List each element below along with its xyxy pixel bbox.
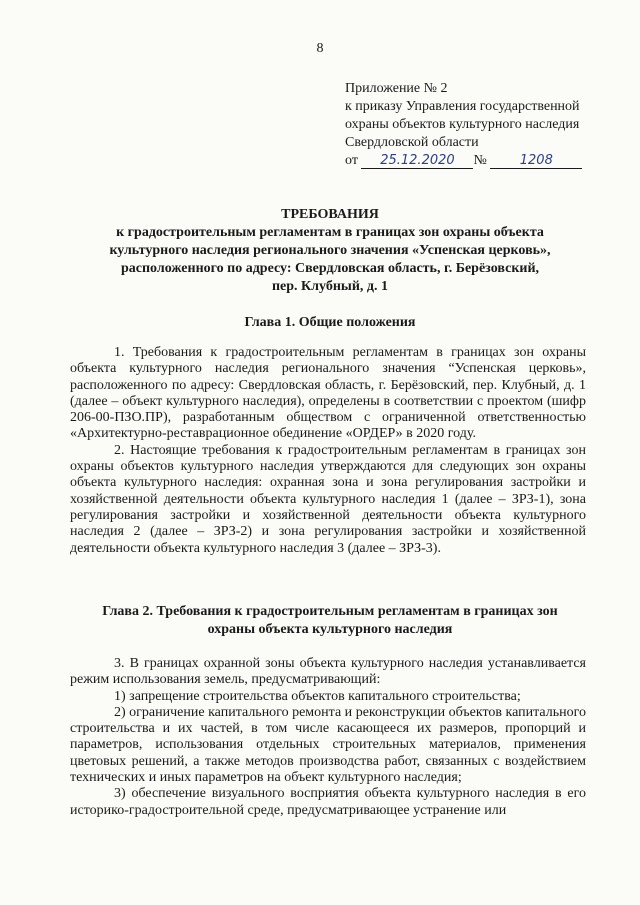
paragraph: 3. В границах охранной зоны объекта культурного наследия устанавливается режим использования земель, предусматривающий: xyxy=(70,656,586,688)
order-date-line xyxy=(345,152,625,170)
paragraph: 2. Настоящие требования к градостроительным регламентам в границах зон охраны объектов культурного наследия утверждаются для следующих зон охраны объекта культурного наследия: охранная зона и зона регулирования застройки и хозяйственной деятельности объекта культурного наследия 1 (далее – ЗРЗ-1), зона регулирования застройки и хозяйственной деятельности объекта культурного наследия 2 (далее – ЗРЗ-2) и зона регулирования застройки и хозяйственной деятельности объекта культурного наследия 3 (далее – ЗРЗ-3). xyxy=(70,442,586,556)
order-number: 1208 xyxy=(490,153,582,169)
list-item: 1) запрещение строительства объектов капитального строительства; xyxy=(114,688,521,704)
appendix-line: охраны объектов культурного наследия xyxy=(345,117,580,132)
appendix-line: Свердловской области xyxy=(345,135,479,150)
paragraph: 1. Требования к градостроительным регламентам в границах зон охраны объекта культурного наследия регионального значения “Успенская церковь», расположенного по адресу: Свердловская область, г. Берёзовский, пер. Клубный, д. 1 (далее – объект культурного наследия), определены в соответствии с проектом (шифр 206-00-ПЗО.ПР), разработанным обществом с ограниченной ответственностью «Архитектурно-реставрационное обединение «ОРДЕР» в 2020 году. xyxy=(70,345,586,442)
chapter-1-heading: Глава 1. Общие положения xyxy=(244,315,416,330)
title-line: к градостроительным регламентам в границах зон охраны объекта xyxy=(116,225,544,240)
order-date: 25.12.2020 xyxy=(361,153,473,169)
title-line: расположенного по адресу: Свердловская область, г. Берёзовский, xyxy=(120,261,540,276)
title-line: пер. Клубный, д. 1 xyxy=(271,279,389,294)
list-item: 2) ограничение капитального ремонта и реконструкции объектов капитального строительства и их частей, в том числе касающееся их размеров, пропорций и параметров, использования отдельных строительных материалов, применения цветовых решений, а также методов производства работ, связанных с воздействием технических и иных параметров на объект культурного наследия; xyxy=(70,704,586,786)
list-item: 3) обеспечение визуального восприятия объекта культурного наследия в его историко-градостроительной среде, предусматривающее устранение или xyxy=(70,786,586,818)
chapter-1-body xyxy=(70,345,586,557)
chapter-2-heading-line: Глава 2. Требования к градостроительным регламентам в границах зон xyxy=(102,604,558,619)
chapter-2-body xyxy=(70,656,586,819)
title-heading: ТРЕБОВАНИЯ xyxy=(281,207,379,222)
from-label: от xyxy=(345,153,358,168)
title-line: культурного наследия регионального значения «Успенская церковь», xyxy=(109,243,551,258)
appendix-line: к приказу Управления государственной xyxy=(345,99,580,114)
number-label: № xyxy=(473,153,487,168)
page-number: 8 xyxy=(316,41,324,56)
chapter-2-heading xyxy=(70,603,590,639)
chapter-2-heading-line: охраны объекта культурного наследия xyxy=(207,622,453,637)
appendix-block xyxy=(345,80,625,170)
document-title xyxy=(70,206,590,296)
appendix-line: Приложение № 2 xyxy=(345,81,448,96)
